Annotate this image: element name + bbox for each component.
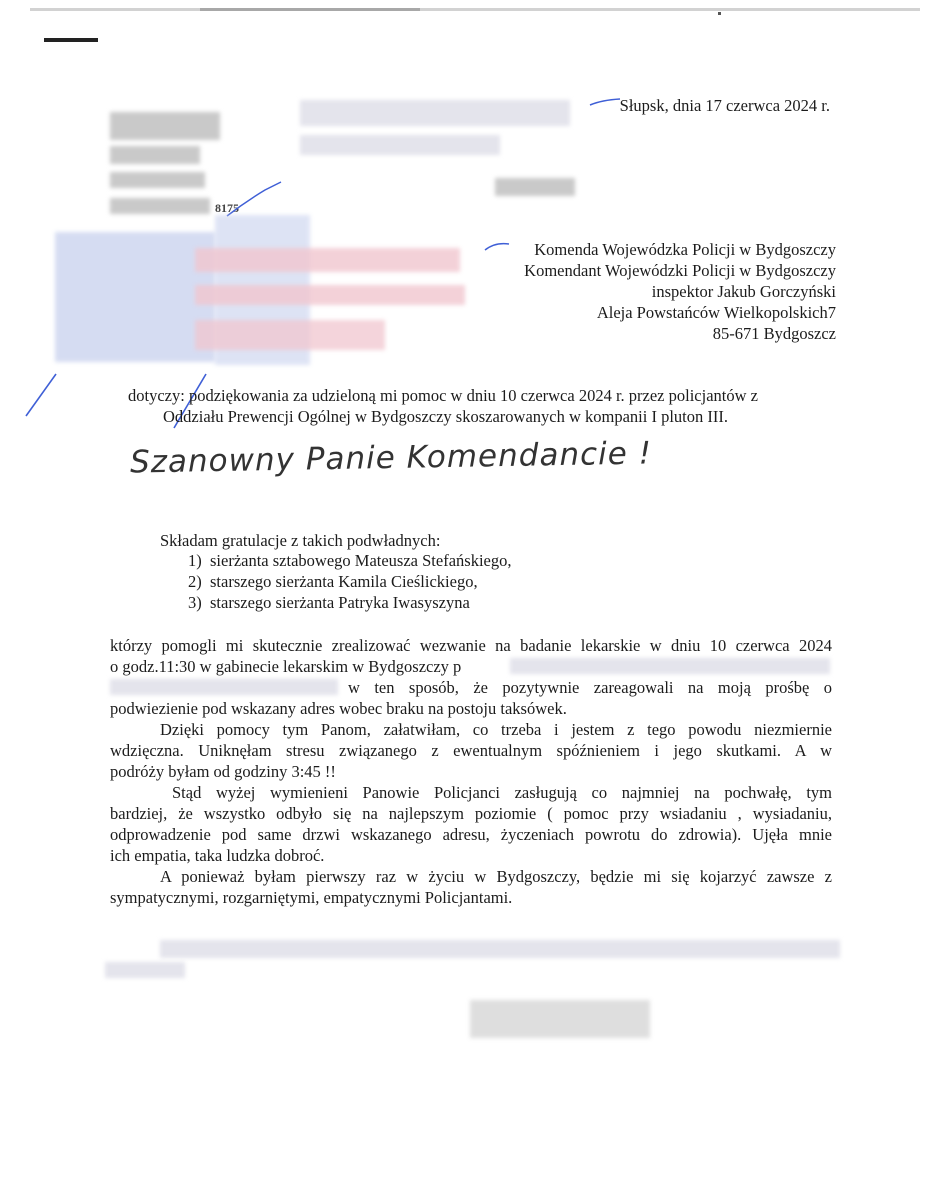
place-date: Słupsk, dnia 17 czerwca 2024 r. <box>619 96 830 115</box>
recipient-line5: 85-671 Bydgoszcz <box>712 324 836 343</box>
body-p1-line3: w ten sposób, że pozytywnie zareagowali na moją prośbę o <box>348 678 832 697</box>
redacted-sender-name <box>110 112 220 140</box>
subject-line2: Oddziału Prewencji Ogólnej w Bydgoszczy skoszarowanych w kompanii I pluton III. <box>163 407 728 426</box>
pen-scribble-icon <box>225 180 285 220</box>
body-p4-line1: A ponieważ byłam pierwszy raz w życiu w Bydgoszczy, będzie mi się kojarzyć zawsze z <box>160 867 832 886</box>
body-p3-line1: Stąd wyżej wymienieni Panowie Policjanci zasługują co najmniej na pochwałę, tym <box>172 783 832 802</box>
recipient-line4: Aleja Powstańców Wielkopolskich7 <box>596 303 836 322</box>
redacted-red-stamp-3 <box>195 320 385 350</box>
redacted-red-stamp-1 <box>195 248 460 272</box>
recipient-line1: Komenda Wojewódzka Policji w Bydgoszczy <box>534 240 836 259</box>
redacted-red-stamp-2 <box>195 285 465 305</box>
body-p2-line1: Dzięki pomocy tym Panom, załatwiłam, co trzeba i jestem z tego powodu niezmiernie <box>160 720 832 739</box>
recipient-line3: inspektor Jakub Gorczyński <box>651 282 836 301</box>
redacted-doctor-name <box>510 658 830 674</box>
redacted-registry-stamp <box>55 232 215 362</box>
redacted-closing-line2 <box>105 962 185 978</box>
body-p3-line3: odprowadzenie pod same drzwi wskazanego adresu, życzeniach powrotu do zdrowia). Ujęła mnie <box>110 825 832 844</box>
handwritten-salutation: Szanowny Panie Komendancie ! <box>129 435 653 481</box>
scan-top-edge-dark <box>200 8 420 11</box>
body-p1-line2: o godz.11:30 w gabinecie lekarskim w Bydgoszczy p <box>110 657 462 676</box>
corner-dash <box>44 38 98 42</box>
stamp-number: 8175 <box>215 201 239 215</box>
redacted-stamp-line1 <box>300 100 570 126</box>
subject-line1: dotyczy: podziękowania za udzieloną mi pomoc w dniu 10 czerwca 2024 r. przez policjantów z <box>128 386 758 405</box>
scan-speck <box>718 12 721 15</box>
body-p4-line2: sympatycznymi, rozgarniętymi, empatycznymi Policjantami. <box>110 888 513 907</box>
body-p2-line3: podróży byłam od godziny 3:45 !! <box>110 762 336 781</box>
pen-margin-stroke-icon <box>22 370 62 420</box>
list-item-text: starszego sierżanta Patryka Iwasyszyna <box>210 593 470 612</box>
redacted-address <box>110 679 338 695</box>
redacted-signature <box>470 1000 650 1038</box>
list-intro: Składam gratulacje z takich podwładnych: <box>160 531 441 550</box>
body-p1-line4: podwiezienie pod wskazany adres wobec braku na postoju taksówek. <box>110 699 567 718</box>
list-item-number: 2) <box>188 572 202 591</box>
redacted-sender-phone <box>110 198 210 214</box>
recipient-line2: Komendant Wojewódzki Policji w Bydgoszczy <box>524 261 836 280</box>
redacted-stamp-line2 <box>300 135 500 155</box>
redacted-stamp-code <box>495 178 575 196</box>
list-item <box>188 571 478 592</box>
body-p3-line4: ich empatia, taka ludzka dobroć. <box>110 846 325 865</box>
list-item <box>188 592 470 613</box>
list-item-text: starszego sierżanta Kamila Cieślickiego, <box>210 572 478 591</box>
redacted-sender-city <box>110 172 205 188</box>
redacted-sender-street <box>110 146 200 164</box>
scan-top-edge <box>30 8 920 11</box>
body-p3-line2: bardziej, że wszystko odbyło się na najlepszym poziomie ( pomoc przy wsiadaniu , wysiadaniu, <box>110 804 832 823</box>
redacted-closing-line1 <box>160 940 840 958</box>
list-item <box>188 550 511 571</box>
body-p2-line2: wdzięczna. Uniknęłam stresu związanego z ewentualnym spóźnieniem i jego skutkami. A w <box>110 741 832 760</box>
body-p1-line1: którzy pomogli mi skutecznie zrealizować wezwanie na badanie lekarskie w dniu 10 czerwca 2024 <box>110 636 832 655</box>
list-item-number: 1) <box>188 551 202 570</box>
list-item-text: sierżanta sztabowego Mateusza Stefańskiego, <box>210 551 512 570</box>
list-item-number: 3) <box>188 593 202 612</box>
